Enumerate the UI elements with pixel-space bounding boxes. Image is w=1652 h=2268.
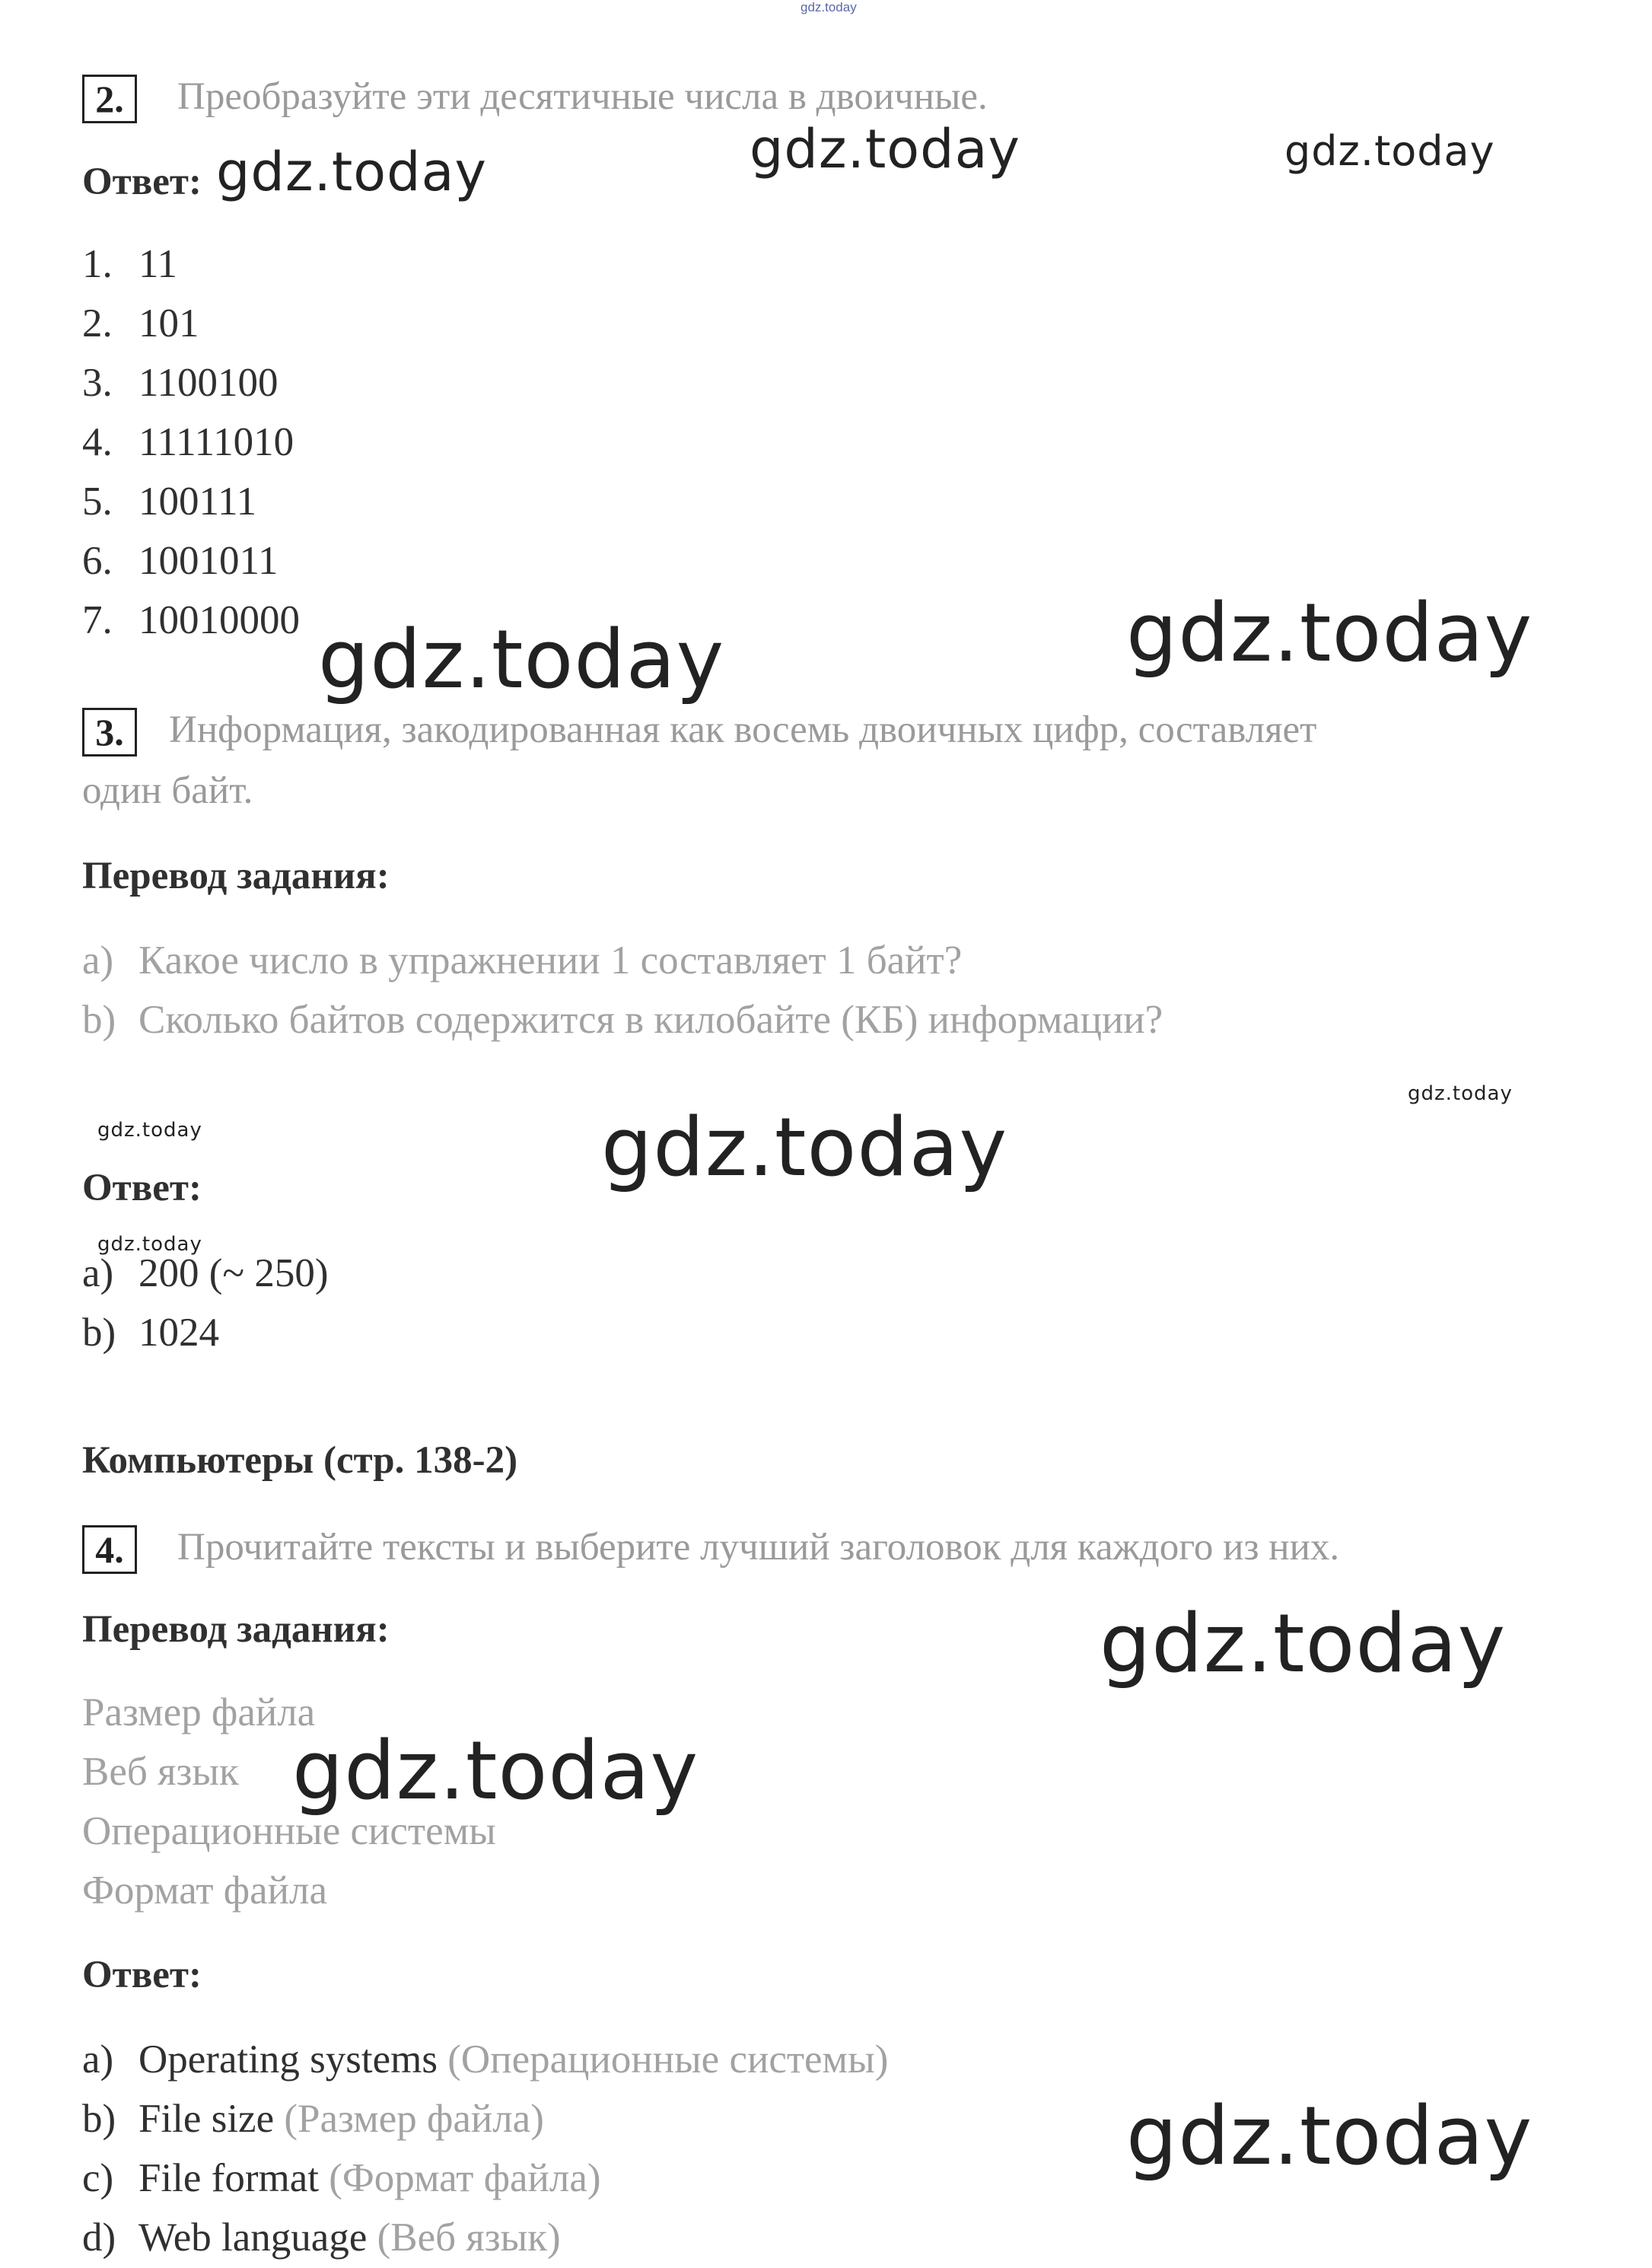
watermark: gdz.today: [97, 1119, 202, 1142]
watermark: gdz.today: [318, 613, 725, 706]
list-item: 5. 100111: [82, 479, 257, 524]
list-item: 3. 1100100: [82, 361, 279, 405]
exercise-3-number: 3.: [82, 708, 137, 757]
list-item: Веб язык: [82, 1750, 239, 1794]
list-item: b) File size (Размер файла): [82, 2097, 544, 2141]
list-item: 7. 10010000: [82, 598, 300, 642]
list-item: 6. 1001011: [82, 539, 279, 583]
watermark-top: gdz.today: [801, 0, 857, 14]
watermark: gdz.today: [216, 141, 487, 203]
exercise-3-instruction-line2: один байт.: [82, 769, 253, 812]
section-heading: Компьютеры (стр. 138-2): [82, 1439, 518, 1482]
list-item: b) Сколько байтов содержится в килобайте (КБ) информации?: [82, 998, 1163, 1042]
list-item: Размер файла: [82, 1690, 316, 1734]
list-item: a) Какое число в упражнении 1 составляет 1 байт?: [82, 938, 963, 983]
exercise-2-answer-label: Ответ:: [82, 161, 202, 203]
exercise-2-number: 2.: [82, 75, 137, 123]
watermark: gdz.today: [1126, 2089, 1533, 2183]
list-item: Формат файла: [82, 1868, 328, 1913]
watermark: gdz.today: [97, 1233, 202, 1256]
watermark: gdz.today: [1284, 127, 1495, 175]
exercise-3-answer-label: Ответ:: [82, 1167, 202, 1209]
list-item: 2. 101: [82, 301, 199, 346]
list-item: a) Operating systems (Операционные системы): [82, 2037, 889, 2082]
list-item: Операционные системы: [82, 1809, 496, 1853]
watermark: gdz.today: [1100, 1597, 1507, 1690]
watermark: gdz.today: [1126, 586, 1533, 680]
list-item: 4. 11111010: [82, 420, 294, 464]
list-item: d) Web language (Веб язык): [82, 2215, 561, 2260]
list-item: 1. 11: [82, 242, 178, 286]
list-item: c) File format (Формат файла): [82, 2156, 601, 2200]
watermark: gdz.today: [292, 1724, 699, 1817]
watermark: gdz.today: [750, 118, 1020, 180]
exercise-4-translation-label: Перевод задания:: [82, 1608, 390, 1651]
exercise-3-translation-label: Перевод задания:: [82, 855, 390, 897]
list-item: a) 200 (~ 250): [82, 1251, 329, 1295]
list-item: b) 1024: [82, 1311, 219, 1355]
exercise-4-answer-label: Ответ:: [82, 1954, 202, 1996]
exercise-4-instruction: Прочитайте тексты и выберите лучший заголовок для каждого из них.: [177, 1526, 1340, 1569]
exercise-4-number: 4.: [82, 1525, 137, 1574]
watermark: gdz.today: [1408, 1082, 1513, 1105]
exercise-3-instruction-line1: Информация, закодированная как восемь двоичных цифр, составляет: [169, 709, 1317, 751]
watermark: gdz.today: [601, 1101, 1008, 1194]
exercise-2-instruction: Преобразуйте эти десятичные числа в двоичные.: [177, 75, 988, 118]
